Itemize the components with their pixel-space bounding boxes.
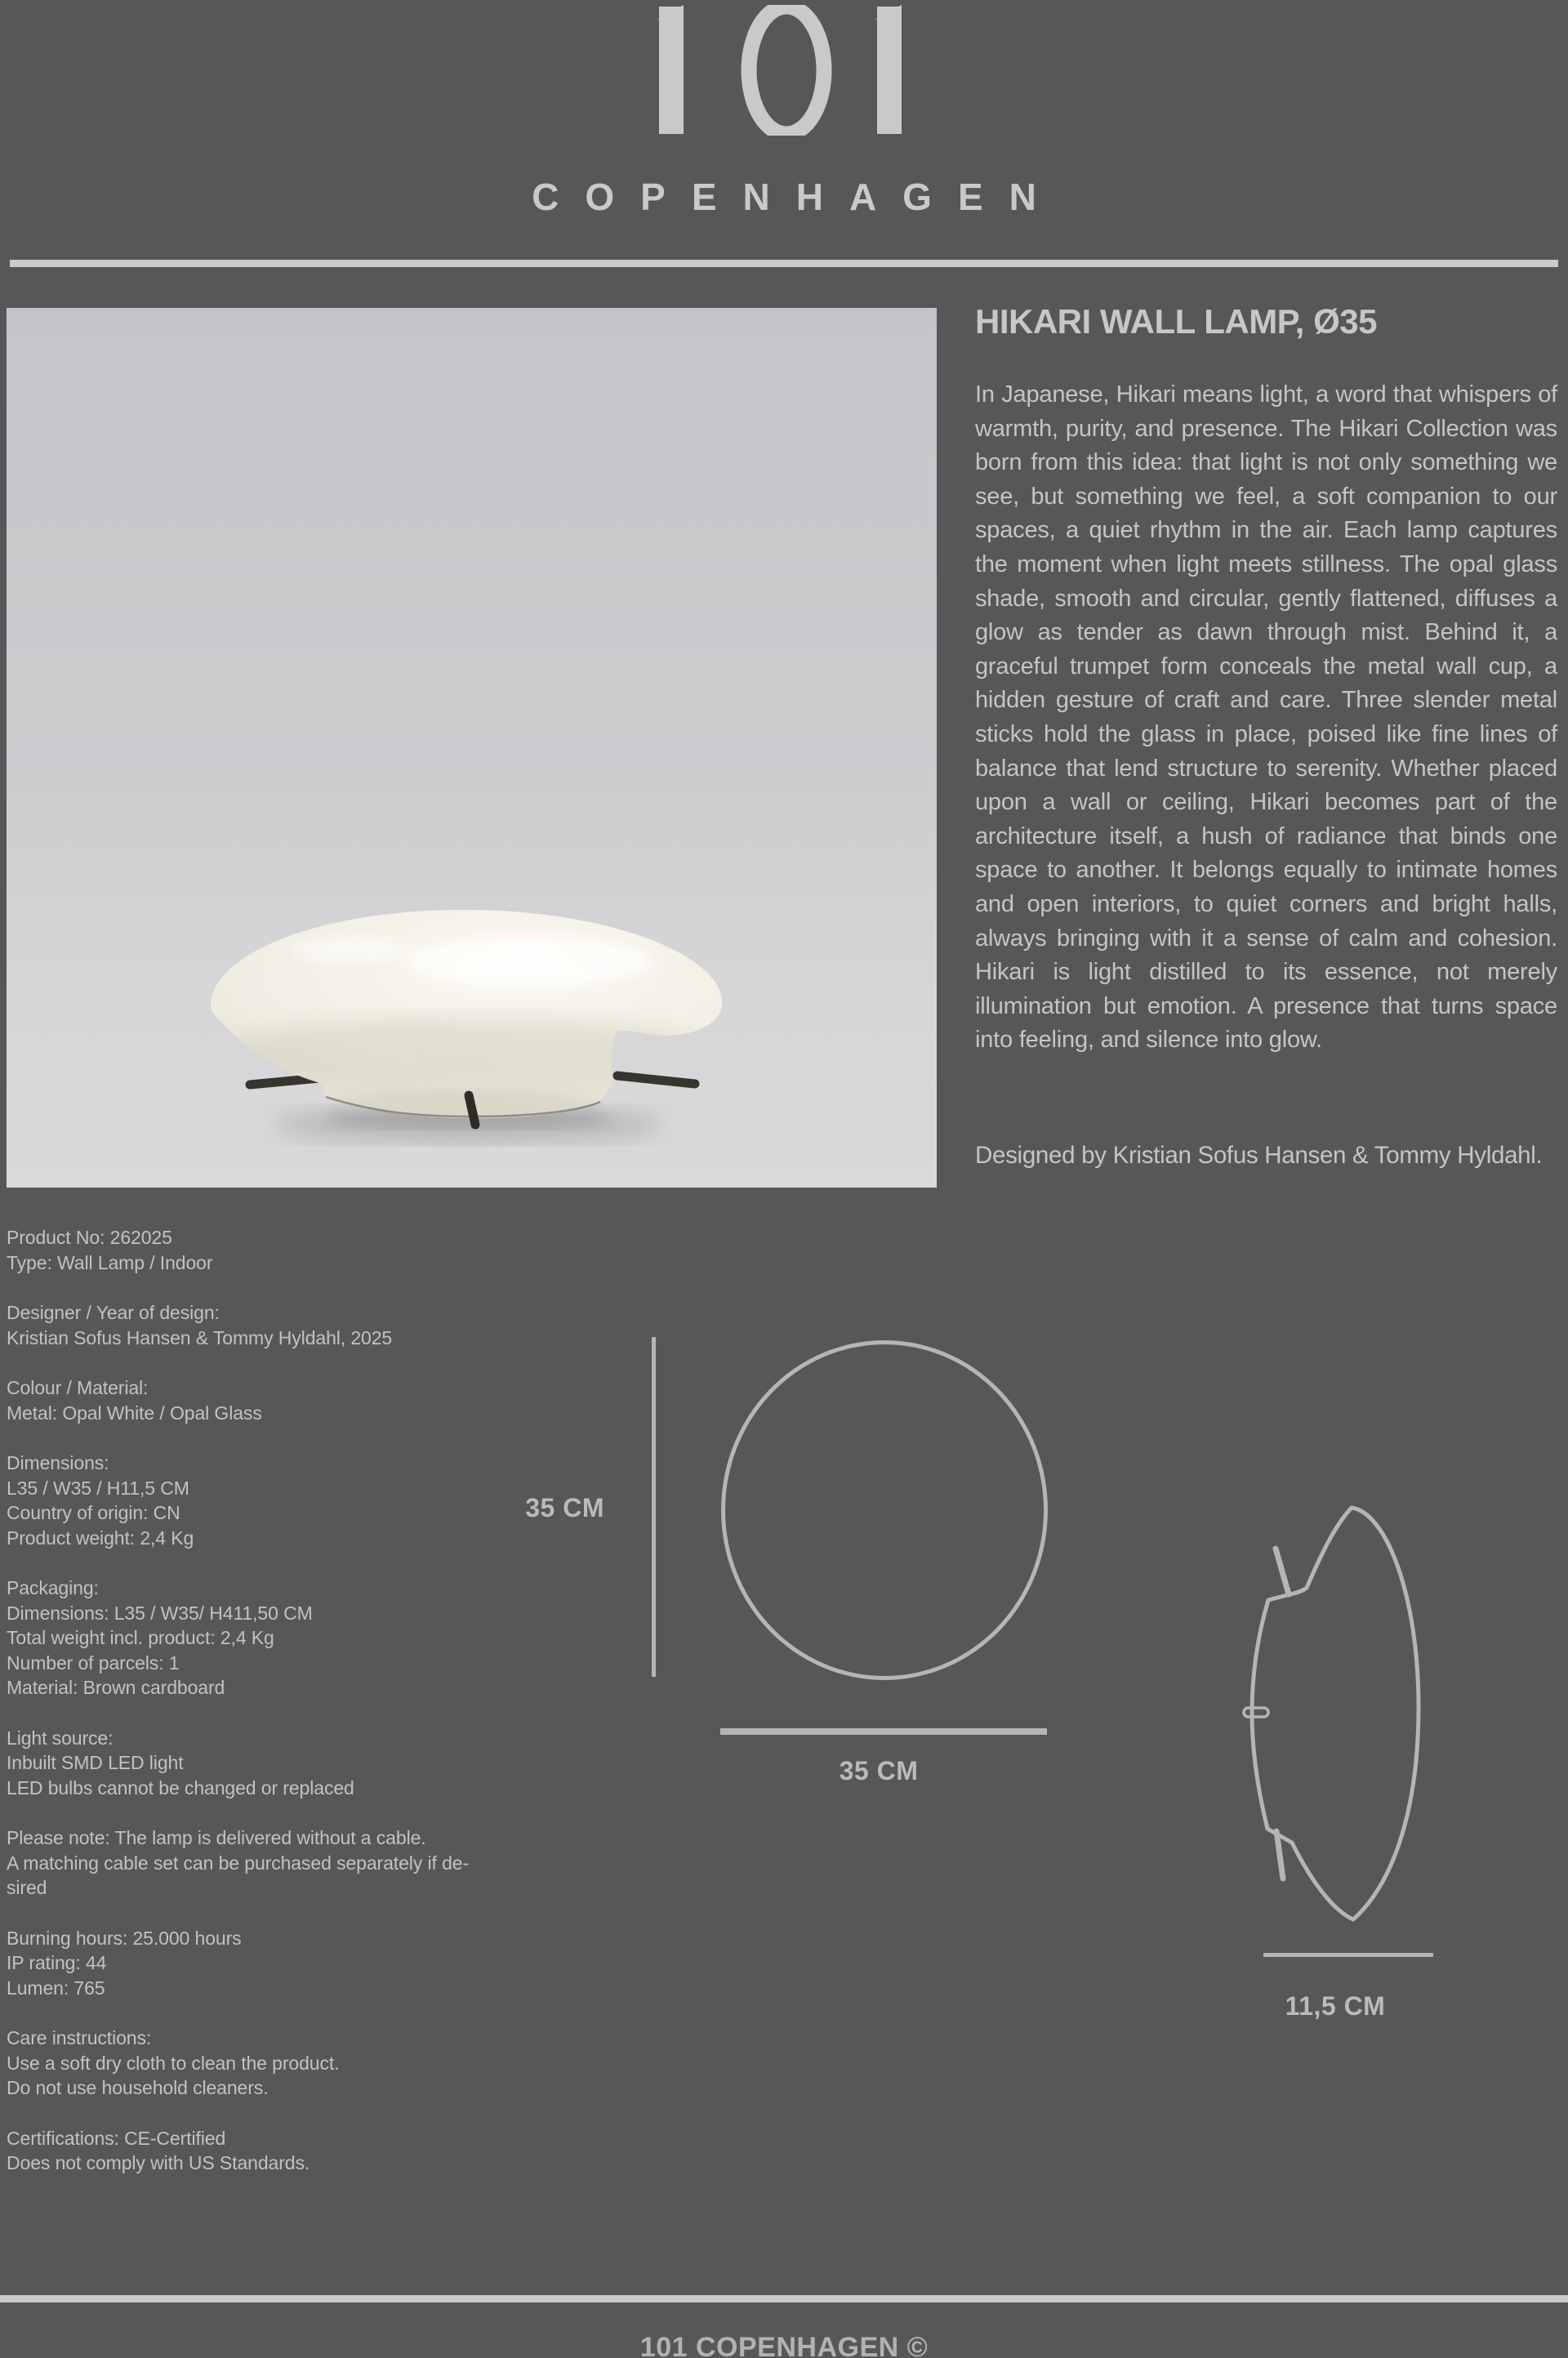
spec-line: Number of parcels: 1 (7, 1651, 180, 1674)
spec-line: Designer / Year of design: (7, 1302, 220, 1323)
spec-line: Product weight: 2,4 Kg (7, 1527, 194, 1549)
brand-logo-101-icon (657, 5, 902, 136)
spec-line: Please note: The lamp is delivered without a cable. (7, 1827, 426, 1848)
spec-line: L35 / W35 / H11,5 CM (7, 1477, 189, 1499)
spec-line: Material: Brown cardboard (7, 1677, 225, 1698)
front-view-circle-drawing (721, 1340, 1048, 1680)
spec-line: Kristian Sofus Hansen & Tommy Hyldahl, 2025 (7, 1326, 393, 1348)
front-view-height-dimension-line (652, 1337, 656, 1677)
product-photo (7, 308, 937, 1188)
side-view-profile-drawing (1241, 1503, 1425, 1928)
spec-line: sired (7, 1877, 47, 1898)
spec-line: Dimensions: L35 / W35/ H411,50 CM (7, 1602, 313, 1624)
spec-line: Colour / Material: (7, 1377, 149, 1398)
page-title: HIKARI WALL LAMP, Ø35 (975, 302, 1378, 341)
spec-line: Lumen: 765 (7, 1977, 105, 1999)
spec-line: Country of origin: CN (7, 1502, 180, 1523)
spec-line: Inbuilt SMD LED light (7, 1752, 184, 1773)
brand-name: COPENHAGEN (532, 176, 1062, 218)
spec-group (7, 1451, 497, 1550)
spec-group (7, 1576, 497, 1701)
spec-group (7, 1375, 497, 1425)
spec-line: Burning hours: 25.000 hours (7, 1927, 242, 1949)
spec-line: Metal: Opal White / Opal Glass (7, 1402, 262, 1424)
spec-line: IP rating: 44 (7, 1952, 107, 1973)
spec-group (7, 1300, 497, 1350)
spec-group (7, 1825, 497, 1901)
spec-line: Does not comply with US Standards. (7, 2152, 310, 2173)
side-view-depth-dimension-line (1263, 1953, 1433, 1957)
side-depth-label: 11,5 CM (1285, 1991, 1386, 2021)
spec-group (7, 2126, 497, 2176)
spec-line: Product No: 262025 (7, 1227, 172, 1248)
spec-line: Type: Wall Lamp / Indoor (7, 1251, 213, 1273)
spec-group (7, 1926, 497, 2001)
spec-line: Light source: (7, 1727, 114, 1749)
product-description: In Japanese, Hikari means light, a word that whispers of warmth, purity, and presence. The Hikari Collection was born from this idea: that light is not only something we see, but something we feel, a soft companion to our spaces, a quiet rhythm in the air. Each lamp captures the moment when light meets stillness. The opal glass shade, smooth and circular, gently flattened, diffuses a glow as tender as dawn through mist. Behind it, a graceful trumpet form conceals the metal wall cup, a hidden gesture of craft and care. Three slender metal sticks hold the glass in place, poised like fine lines of balance that lend structure to serenity. Whether placed upon a wall or ceiling, Hikari becomes part of the architecture itself, a hush of radiance that binds one space to another. It belongs equally to intimate homes and open interiors, to quiet corners and bright halls, always bringing with it a sense of calm and cohesion. Hikari is light distilled to its essence, not merely illumination but emotion. A presence that turns space into feeling, and silence into glow. (975, 381, 1557, 1054)
spec-line: Certifications: CE-Certified (7, 2127, 226, 2149)
designed-by-credit: Designed by Kristian Sofus Hansen & Tommy Hyldahl. (975, 1142, 1543, 1169)
spec-line: Packaging: (7, 1577, 99, 1598)
spec-line: Dimensions: (7, 1452, 109, 1473)
spec-line: A matching cable set can be purchased separately if de- (7, 1852, 470, 1874)
footer-divider (0, 2295, 1568, 2302)
front-height-label: 35 CM (525, 1493, 604, 1522)
spec-group (7, 1726, 497, 1801)
spec-line: LED bulbs cannot be changed or replaced (7, 1776, 354, 1799)
front-width-label: 35 CM (839, 1756, 919, 1785)
spec-line: Use a soft dry cloth to clean the product. (7, 2052, 340, 2074)
spec-line: Do not use household cleaners. (7, 2077, 269, 2098)
spec-line: Total weight incl. product: 2,4 Kg (7, 1627, 274, 1648)
footer-copyright: 101 COPENHAGEN © (639, 2332, 929, 2358)
spec-group (7, 2026, 497, 2101)
spec-group (7, 1225, 497, 1275)
spec-line: Care instructions: (7, 2027, 152, 2048)
front-view-width-dimension-line (720, 1728, 1047, 1735)
header-divider (10, 260, 1558, 267)
spec-list (7, 1225, 497, 2201)
